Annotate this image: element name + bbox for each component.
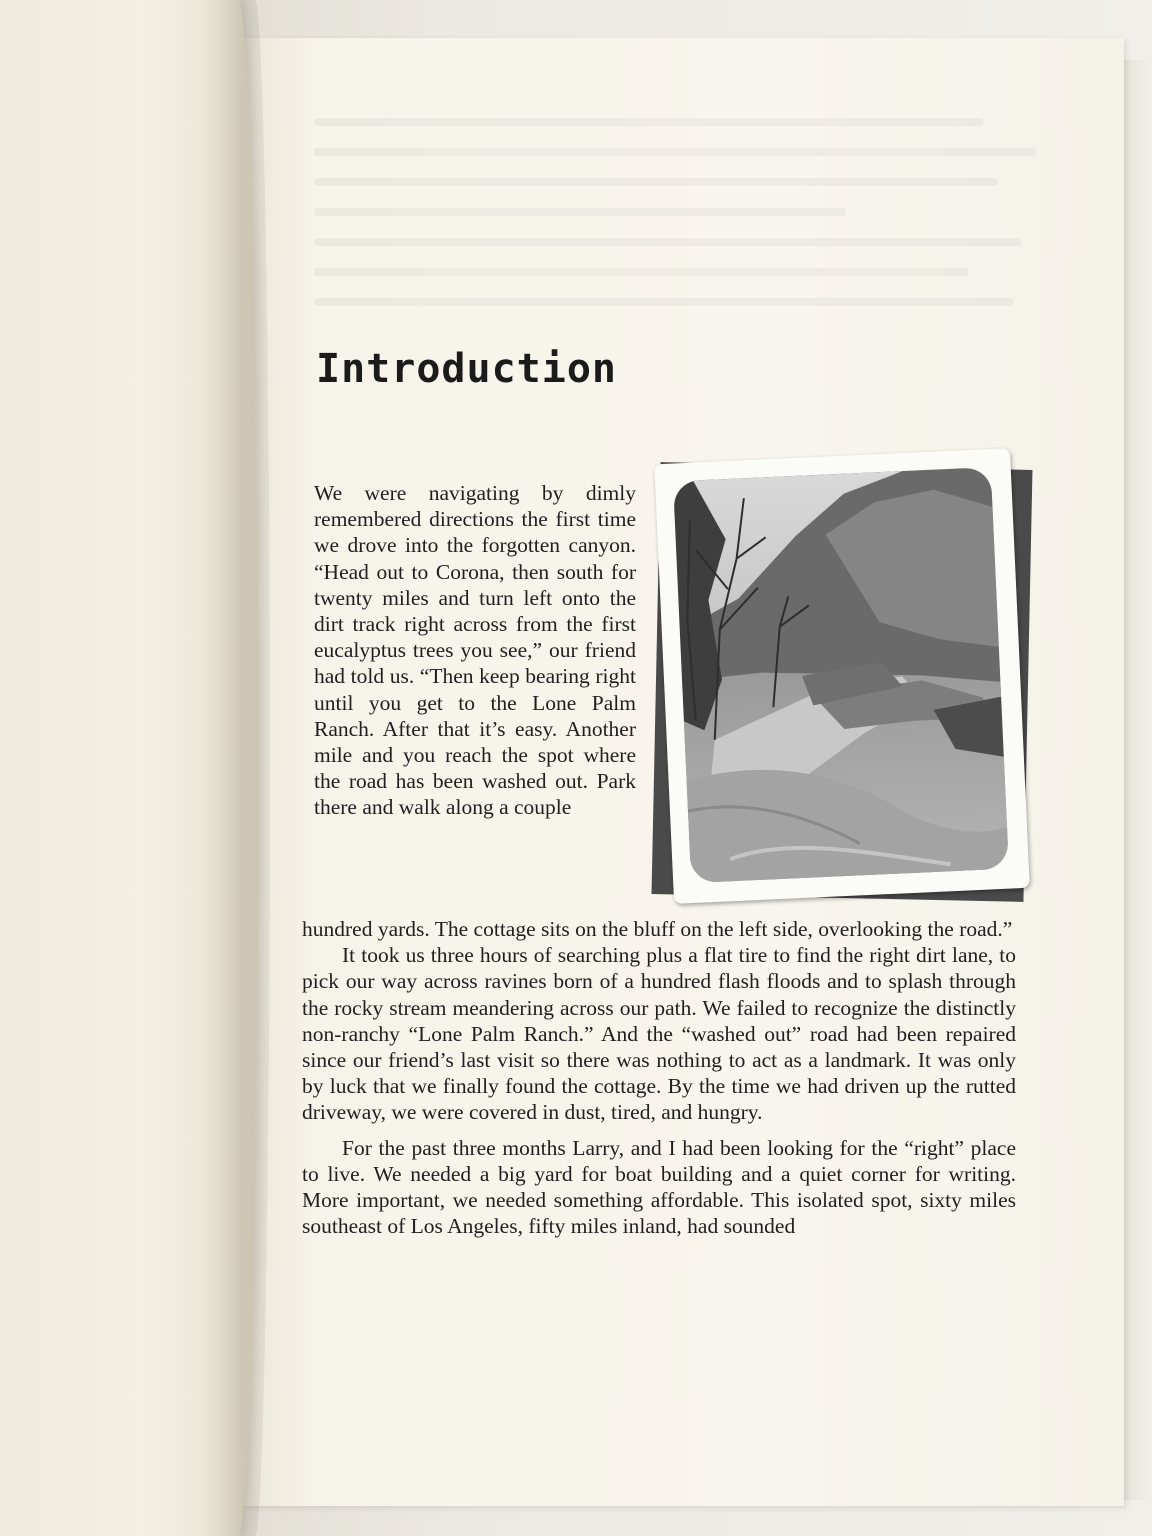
third-paragraph: For the past three months Larry, and I had been looking for the “right” place to live. We needed a big yard for boat building and a quiet corner for writing. More important, we needed something affordable. This isolated spot, sixty miles southeast of Los Angeles, fifty miles inland, had sounded	[302, 1135, 1016, 1239]
show-through-text	[314, 118, 1074, 338]
second-paragraph: It took us three hours of searching plus a flat tire to find the right dirt lane, to pick our way across ravines born of a hundred flash floods and to splash through the rocky stream meandering across our path. We failed to recognize the distinctly non-ranchy “Lone Palm Ranch.” And the “washed out” road had been repaired since our friend’s last visit so there was nothing to act as a landmark. It was only by luck that we finally found the cottage. By the time we had driven up the rutted driveway, we were covered in dust, tired, and hungry.	[302, 943, 1016, 1125]
body-text	[302, 916, 1016, 1239]
photo-illustration	[673, 467, 1009, 883]
chapter-title: Introduction	[316, 346, 617, 392]
road-washout-photo	[673, 467, 1009, 883]
intro-paragraph-continued: hundred yards. The cottage sits on the bluff on the left side, overlooking the road.”	[302, 917, 1013, 941]
page-curl-shadow	[200, 0, 270, 1536]
photo-frame	[654, 448, 1030, 904]
intro-paragraph-wrapped: We were navigating by dimly remembered directions the first time we drove into the forgotten canyon. “Head out to Corona, then south for twenty miles and turn left onto the dirt track right across from the first eucalyptus trees you see,” our friend had told us. “Then keep bearing right until you get to the Lone Palm Ranch. After that it’s easy. Another mile and you reach the spot where the road has been washed out. Park there and walk along a couple	[314, 481, 636, 820]
